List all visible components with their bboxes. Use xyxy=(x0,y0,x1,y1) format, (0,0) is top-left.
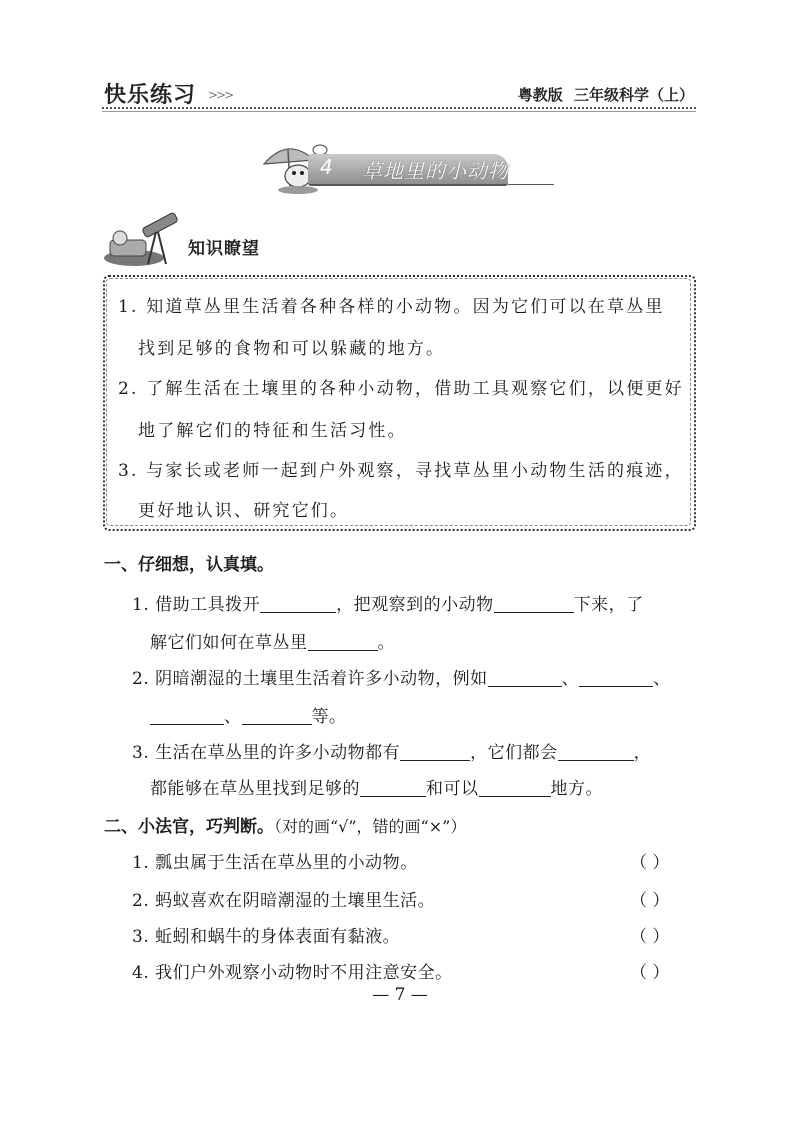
fill-blank[interactable] xyxy=(150,707,224,725)
book-series-title: 快乐练习 xyxy=(104,83,197,108)
separator: 、 xyxy=(224,707,242,727)
knowledge-line: 地了解它们的特征和生活习性。 xyxy=(138,421,407,441)
knowledge-line: 2. 了解生活在土壤里的各种小动物，借助工具观察它们，以便更好 xyxy=(118,379,684,399)
judge-item: 1. 瓢虫属于生活在草丛里的小动物。 xyxy=(132,853,418,873)
question2-line1 xyxy=(132,664,671,689)
fill-blank[interactable] xyxy=(488,669,562,687)
q2-text-end: 等。 xyxy=(311,707,347,727)
page-number: — 7 — xyxy=(372,985,428,1005)
knowledge-title: 知识瞭望 xyxy=(188,239,260,259)
question2-line2 xyxy=(150,702,347,727)
answer-parentheses[interactable]: （ ） xyxy=(630,853,670,873)
section1-title: 一、仔细想，认真填。 xyxy=(104,555,274,575)
fill-blank[interactable] xyxy=(308,633,378,651)
q3-text-c: ， xyxy=(633,743,652,763)
q1-text-a: 1. 借助工具拨开 xyxy=(132,595,261,615)
fill-blank[interactable] xyxy=(494,595,574,613)
knowledge-line: 1. 知道草丛里生活着各种各样的小动物。因为它们可以在草丛里 xyxy=(118,297,665,317)
knowledge-line: 找到足够的食物和可以躲藏的地方。 xyxy=(138,339,446,359)
answer-parentheses[interactable]: （ ） xyxy=(630,963,670,983)
q1-text-b: ，把观察到的小动物 xyxy=(336,595,494,615)
q1-text-e: 。 xyxy=(377,633,395,653)
question1-line2 xyxy=(150,628,395,653)
section2-title xyxy=(104,812,466,837)
judge-item: 3. 蚯蚓和蜗牛的身体表面有黏液。 xyxy=(132,927,401,947)
lesson-number: 4 xyxy=(320,155,333,179)
judge-item: 2. 蚂蚁喜欢在阴暗潮湿的土壤里生活。 xyxy=(132,891,436,911)
edition-label: 粤教版 xyxy=(517,86,563,104)
fill-blank[interactable] xyxy=(579,669,653,687)
book-edition xyxy=(512,84,694,105)
question3-line2 xyxy=(150,774,603,799)
fill-blank[interactable] xyxy=(260,595,336,613)
subject-label: 三年级科学（上） xyxy=(573,86,694,104)
q1-text-d: 解它们如何在草丛里 xyxy=(150,633,308,653)
lesson-title: 草地里的小动物 xyxy=(362,159,509,183)
answer-parentheses[interactable]: （ ） xyxy=(630,927,670,947)
section2-title-text: 二、小法官，巧判断。 xyxy=(104,817,274,837)
knowledge-line: 更好地认识、研究它们。 xyxy=(138,501,350,521)
q1-text-c: 下来，了 xyxy=(573,595,644,615)
q2-text-a: 2. 阴暗潮湿的土壤里生活着许多小动物，例如 xyxy=(132,669,488,689)
separator: 、 xyxy=(653,669,671,689)
header-divider-line xyxy=(102,111,696,112)
q3-text-a: 3. 生活在草丛里的许多小动物都有 xyxy=(132,743,401,763)
knowledge-heading xyxy=(104,206,294,268)
chevrons-icon: >>> xyxy=(208,88,233,102)
q3-text-b: ，它们都会 xyxy=(470,743,558,763)
question3-line1 xyxy=(132,738,651,763)
answer-parentheses[interactable]: （ ） xyxy=(630,891,670,911)
separator: 、 xyxy=(561,669,580,689)
q3-text-e: 和可以 xyxy=(426,779,479,799)
knowledge-line: 3. 与家长或老师一起到户外观察，寻找草丛里小动物生活的痕迹， xyxy=(118,461,684,481)
lesson-underline xyxy=(508,184,554,185)
fill-blank[interactable] xyxy=(360,779,426,797)
judge-item: 4. 我们户外观察小动物时不用注意安全。 xyxy=(132,963,453,983)
fill-blank[interactable] xyxy=(479,779,551,797)
q3-text-d: 都能够在草丛里找到足够的 xyxy=(150,779,360,799)
fill-blank[interactable] xyxy=(242,707,312,725)
fill-blank[interactable] xyxy=(558,743,634,761)
q3-text-f: 地方。 xyxy=(550,779,603,799)
question1-line1 xyxy=(132,590,644,615)
telescope-icon xyxy=(104,206,186,268)
fill-blank[interactable] xyxy=(400,743,470,761)
lesson-heading xyxy=(258,140,558,196)
section2-instruction: （对的画“√”，错的画“×”） xyxy=(274,817,467,836)
header-divider xyxy=(102,107,696,109)
